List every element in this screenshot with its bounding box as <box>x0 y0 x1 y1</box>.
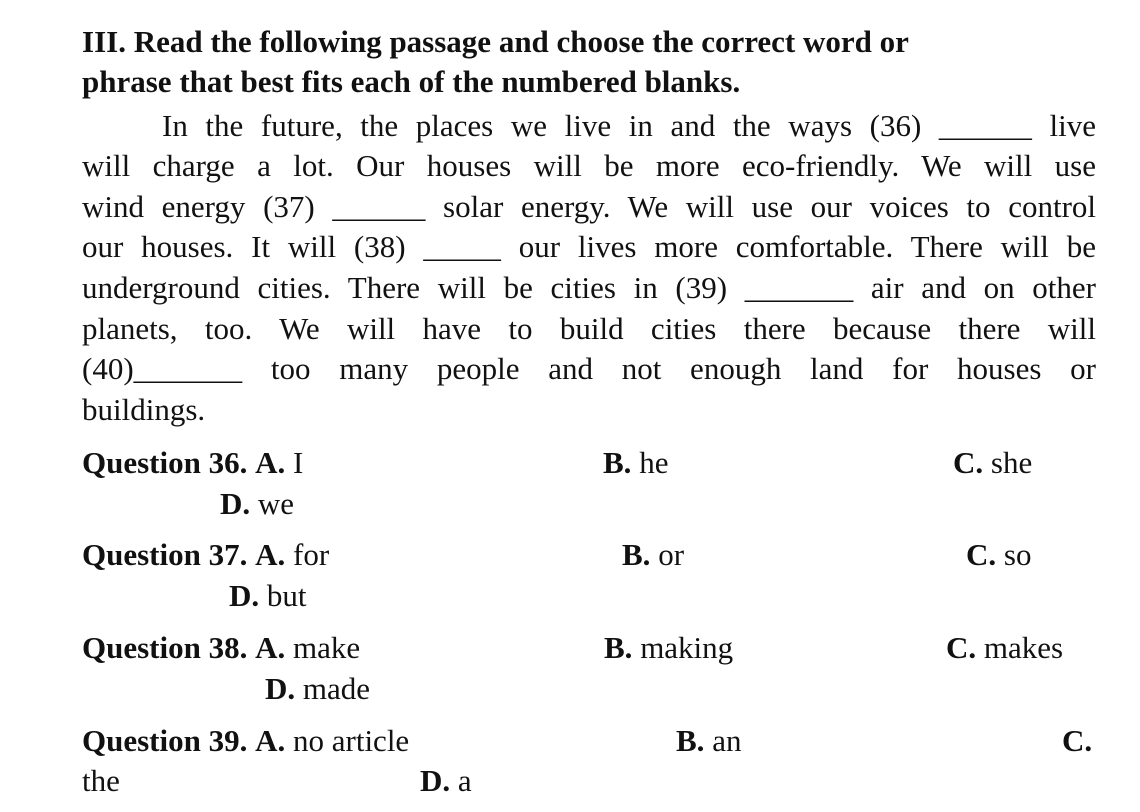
question-39-option-c-key <box>1062 721 1092 761</box>
option-text: no article <box>293 723 410 758</box>
passage-line: (40)_______ too many people and not enough land for houses or <box>82 351 1096 386</box>
passage-line: wind energy (37) ______ solar energy. We will use our voices to control <box>82 189 1096 224</box>
question-39-option-a <box>82 721 409 761</box>
option-key: D. <box>220 486 251 521</box>
question-label: Question 36. <box>82 445 248 480</box>
option-key: C. <box>953 445 984 480</box>
option-text: makes <box>983 630 1064 665</box>
option-text: a <box>457 763 472 798</box>
heading-line-2: phrase that best fits each of the numbered blanks. <box>82 64 741 99</box>
question-36-option-c <box>953 443 1032 483</box>
question-37-option-a <box>82 535 329 575</box>
question-36-option-d <box>220 484 294 524</box>
question-39-option-b <box>676 721 741 761</box>
option-key: A. <box>255 630 286 665</box>
option-key: A. <box>255 537 286 572</box>
option-key: B. <box>604 630 633 665</box>
option-key: D. <box>229 578 260 613</box>
option-text: he <box>639 445 669 480</box>
option-key: A. <box>255 723 286 758</box>
option-text: she <box>990 445 1033 480</box>
option-key: C. <box>966 537 997 572</box>
option-text: the <box>82 763 120 798</box>
question-38-option-d <box>265 669 370 709</box>
question-39-option-d <box>420 761 472 801</box>
option-key: B. <box>622 537 651 572</box>
option-text: made <box>302 671 371 706</box>
option-text: I <box>293 445 304 480</box>
option-text: but <box>266 578 307 613</box>
option-text: for <box>293 537 330 572</box>
passage-line: In the future, the places we live in and the ways (36) ______ live <box>162 108 1096 143</box>
option-text: so <box>1003 537 1032 572</box>
passage-line: our houses. It will (38) _____ our lives more comfortable. There will be <box>82 229 1096 264</box>
passage-line: buildings. <box>82 392 206 427</box>
option-key: B. <box>676 723 705 758</box>
question-38-option-c <box>946 628 1063 668</box>
option-key: C. <box>1062 723 1093 758</box>
question-37-option-b <box>622 535 684 575</box>
option-text: or <box>658 537 685 572</box>
option-text: an <box>712 723 742 758</box>
question-38-option-a <box>82 628 360 668</box>
question-37-option-d <box>229 576 307 616</box>
question-label: Question 37. <box>82 537 248 572</box>
question-label: Question 38. <box>82 630 248 665</box>
option-key: D. <box>265 671 296 706</box>
option-key: A. <box>255 445 286 480</box>
option-text: making <box>640 630 734 665</box>
option-text: we <box>257 486 295 521</box>
option-text: make <box>293 630 361 665</box>
question-38-option-b <box>604 628 733 668</box>
option-key: B. <box>603 445 632 480</box>
section-heading <box>82 22 1102 102</box>
passage-line: underground cities. There will be cities in (39) _______ air and on other <box>82 270 1096 305</box>
option-key: D. <box>420 763 451 798</box>
passage-line: planets, too. We will have to build cities there because there will <box>82 311 1096 346</box>
passage-line: will charge a lot. Our houses will be more eco-friendly. We will use <box>82 148 1096 183</box>
question-36-option-b <box>603 443 668 483</box>
question-37-option-c <box>966 535 1031 575</box>
question-39-option-c-text <box>82 761 120 801</box>
option-key: C. <box>946 630 977 665</box>
heading-line-1: III. Read the following passage and choose the correct word or <box>82 24 909 59</box>
question-label: Question 39. <box>82 723 248 758</box>
question-36-option-a <box>82 443 303 483</box>
